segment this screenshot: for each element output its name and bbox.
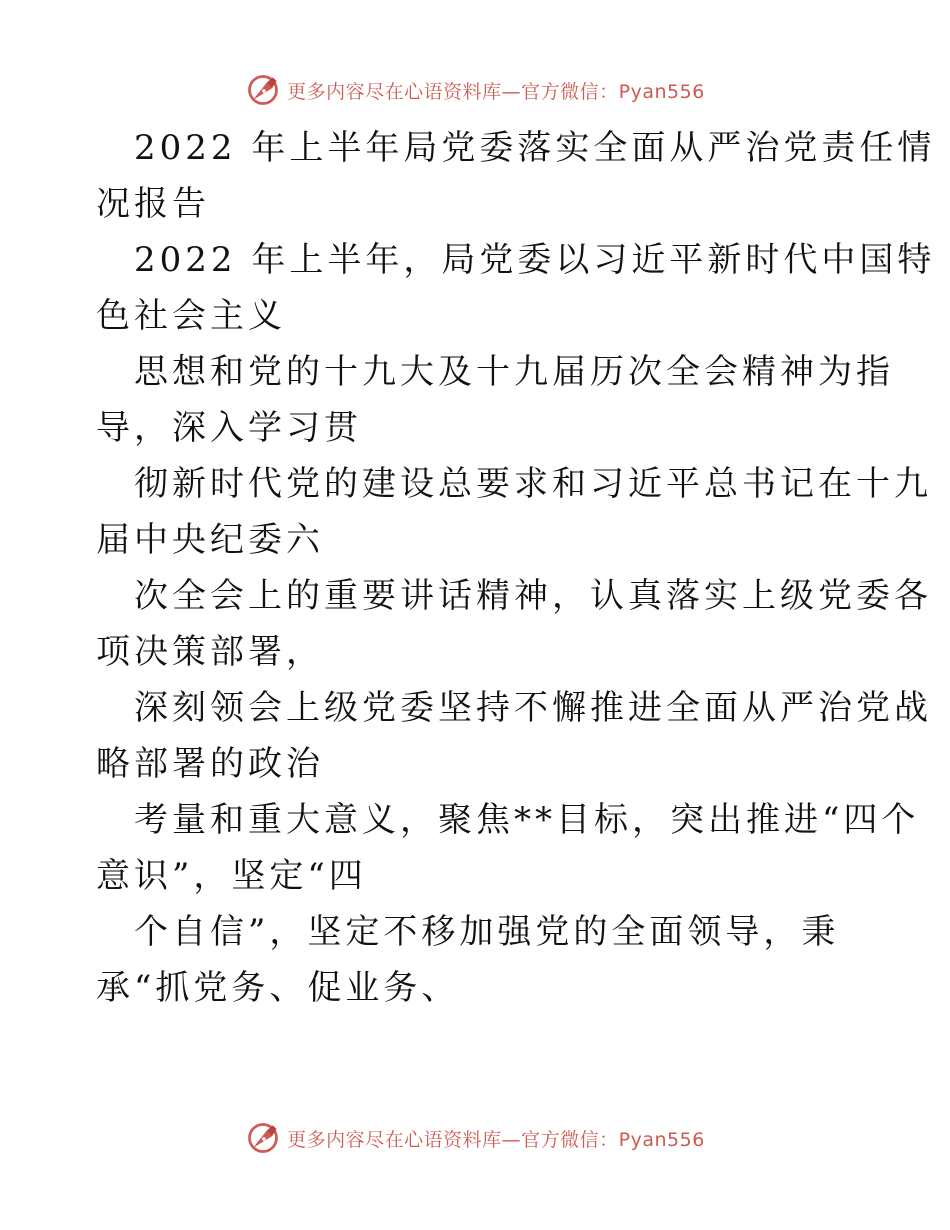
paragraph-line: 彻新时代党的建设总要求和习近平总书记在十九 bbox=[134, 464, 932, 504]
footer-banner-text: 更多内容尽在心语资料库—官方微信：Pyan556 bbox=[287, 1128, 705, 1151]
header-banner-text: 更多内容尽在心语资料库—官方微信：Pyan556 bbox=[287, 80, 705, 103]
paragraph-line: 次全会上的重要讲话精神，认真落实上级党委各 bbox=[134, 576, 932, 616]
paragraph-line: 思想和党的十九大及十九届历次全会精神为指 bbox=[134, 352, 894, 392]
paragraph-line: 2022 年上半年，局党委以习近平新时代中国特 bbox=[134, 240, 936, 280]
paragraph-line: 意识”，坚定“四 bbox=[96, 856, 367, 896]
paragraph-line: 届中央纪委六 bbox=[96, 520, 324, 560]
header-banner bbox=[0, 70, 950, 110]
paragraph-line: 承“抓党务、促业务、 bbox=[96, 968, 460, 1008]
paragraph-line: 色社会主义 bbox=[96, 296, 286, 336]
pen-nib-logo-icon bbox=[245, 72, 281, 108]
paragraph-line: 项决策部署， bbox=[96, 632, 324, 672]
paragraph-line: 个自信”，坚定不移加强党的全面领导，秉 bbox=[134, 912, 840, 952]
paragraph-line: 深刻领会上级党委坚持不懈推进全面从严治党战 bbox=[134, 688, 932, 728]
document-body bbox=[96, 120, 936, 1016]
footer-banner bbox=[0, 1118, 950, 1158]
pen-nib-logo-icon bbox=[245, 1120, 281, 1156]
paragraph-line: 考量和重大意义，聚焦**目标，突出推进“四个 bbox=[134, 800, 920, 840]
document-title-line-1: 2022 年上半年局党委落实全面从严治党责任情 bbox=[134, 128, 936, 168]
paragraph-line: 导，深入学习贯 bbox=[96, 408, 362, 448]
document-title-line-2: 况报告 bbox=[96, 184, 210, 224]
paragraph-line: 略部署的政治 bbox=[96, 744, 324, 784]
